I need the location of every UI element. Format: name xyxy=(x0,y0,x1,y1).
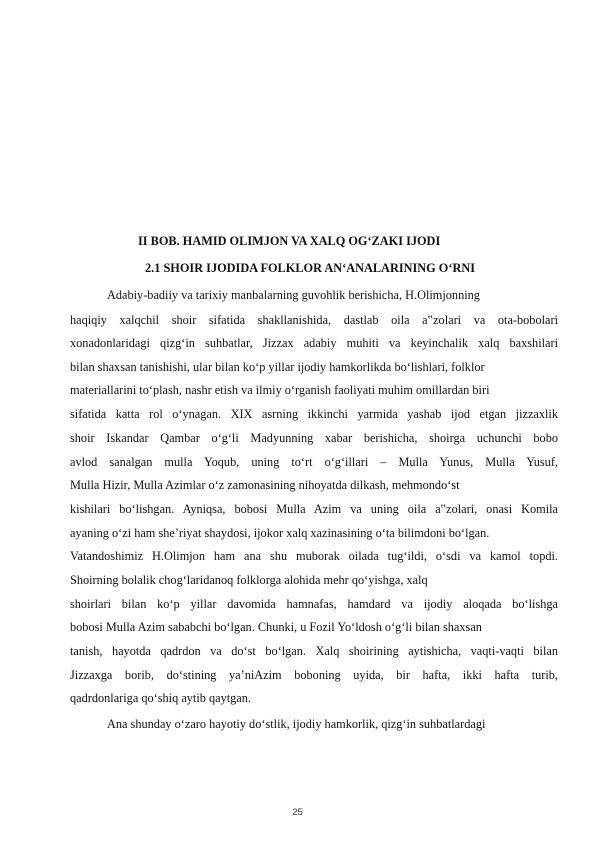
text-line: ayaning o‘zi ham she’riyat shaydosi, ijokor xalq xazinasining o‘ta bilimdoni bo‘lgan. xyxy=(70,526,490,540)
text-line: Shoirning bolalik chog‘laridanoq folklorga alohida mehr qo‘yishga, xalq xyxy=(70,573,428,587)
text-line: Jizzaxga borib, do‘stining ya’niAzim boboning uyida, bir hafta, ikki hafta turib, xyxy=(70,668,558,682)
section-title: 2.1 SHOIR IJODIDA FOLKLOR AN‘ANALARINING O‘RNI xyxy=(145,261,475,275)
text-line: qadrdonlariga qo‘shiq aytib qaytgan. xyxy=(70,691,251,705)
text-line: bilan shaxsan tanishishi, ular bilan ko‘p yillar ijodiy hamkorlikda bo‘lishlari, folklor xyxy=(70,360,485,374)
text-line: Ana shunday o‘zaro hayotiy do‘stlik, ijodiy hamkorlik, qizg‘in suhbatlardagi xyxy=(107,717,486,731)
text-line: sifatida katta rol o‘ynagan. XIX asrning ikkinchi yarmida yashab ijod etgan jizzaxlik xyxy=(70,407,558,421)
text-line: shoir Iskandar Qambar o‘g‘li Madyunning xabar berishicha, shoirga uchunchi bobo xyxy=(70,431,558,445)
text-line: Vatandoshimiz H.Olimjon ham ana shu muborak oilada tug‘ildi, o‘sdi va kamol topdi. xyxy=(70,549,558,563)
text-line: haqiqiy xalqchil shoir sifatida shakllanishida, dastlab oila a‟zolari va ota-bobolari xyxy=(70,313,558,327)
chapter-title: II BOB. HAMID OLIMJON VA XALQ OG‘ZAKI IJODI xyxy=(138,234,441,248)
text-line: kishilari bo‘lishgan. Ayniqsa, bobosi Mulla Azim va uning oila a‟zolari, onasi Komila xyxy=(70,502,558,516)
text-line: tanish, hayotda qadrdon va do‘st bo‘lgan. Xalq shoirining aytishicha, vaqti-vaqti bilan xyxy=(70,644,558,658)
text-line: avlod sanalgan mulla Yoqub, uning to‘rt o‘g‘illari – Mulla Yunus, Mulla Yusuf, xyxy=(70,455,558,469)
page-number: 25 xyxy=(292,807,303,818)
text-line: Mulla Hizir, Mulla Azimlar o‘z zamonasining nihoyatda dilkash, mehmondo‘st xyxy=(70,478,460,492)
text-line: materiallarini to‘plash, nashr etish va ilmiy o‘rganish faoliyati muhim omillardan biri xyxy=(70,383,490,397)
text-line: Adabiy-badiiy va tarixiy manbalarning guvohlik berishicha, H.Olimjonning xyxy=(107,288,480,302)
text-line: xonadonlaridagi qizg‘in suhbatlar, Jizzax adabiy muhiti va keyinchalik xalq baxshilari xyxy=(70,336,558,350)
text-line: bobosi Mulla Azim sababchi bo‘lgan. Chunki, u Fozil Yo‘ldosh o‘g‘li bilan shaxsan xyxy=(70,620,482,634)
text-line: shoirlari bilan ko‘p yillar davomida hamnafas, hamdard va ijodiy aloqada bo‘lishga xyxy=(70,597,558,611)
